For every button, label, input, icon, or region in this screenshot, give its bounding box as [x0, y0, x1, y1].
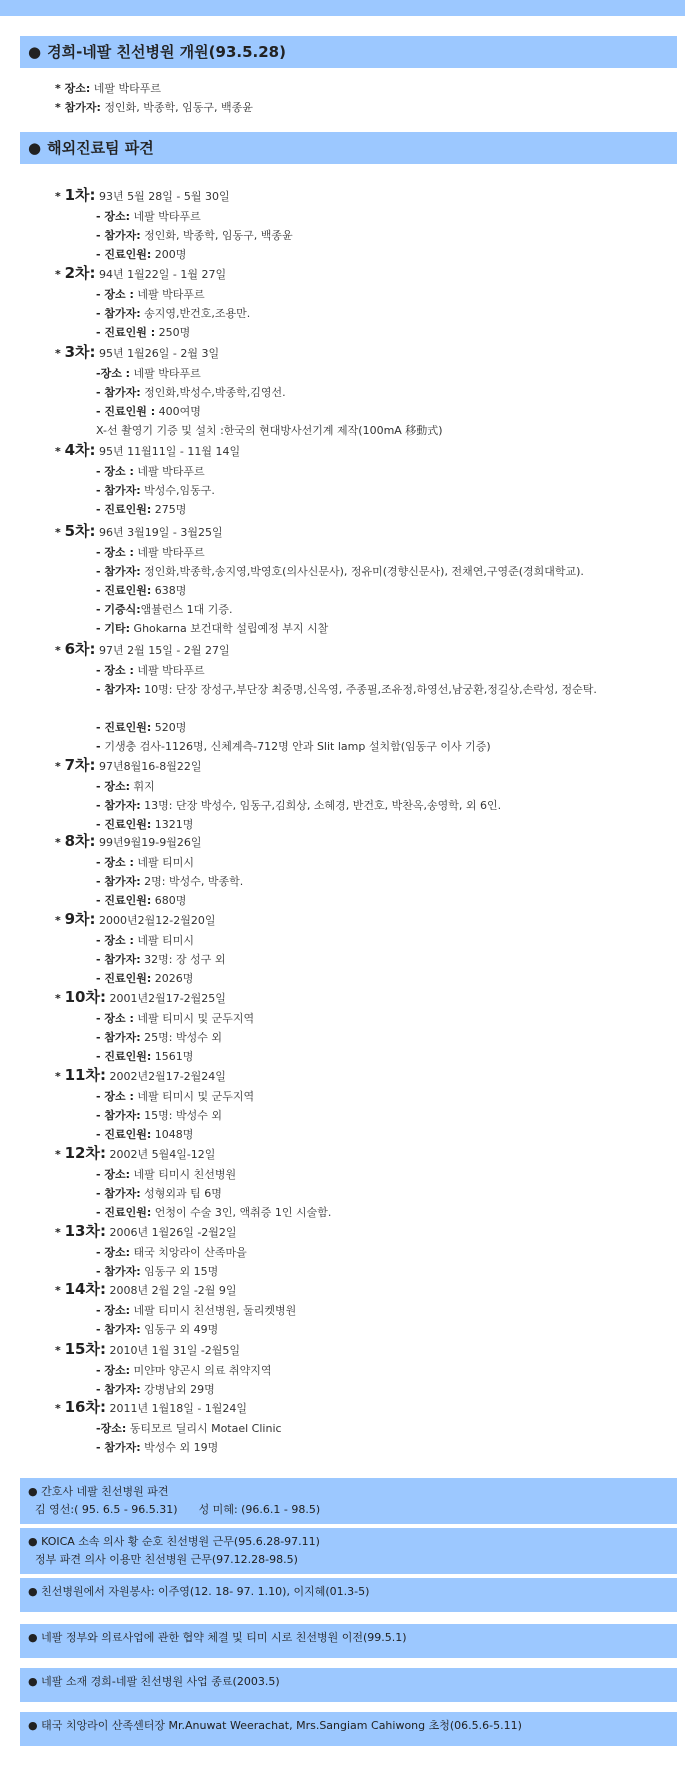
trip-detail	[96, 582, 186, 600]
trip-date: 2002년2월17-2월24일	[105, 1070, 226, 1083]
footer-note-line: ● 친선병원에서 자원봉사: 이주영(12. 18- 97. 1.10), 이지혜(01.3-5)	[28, 1585, 370, 1598]
trip-number: 3차:	[64, 343, 96, 361]
trip-bullet: *	[55, 190, 65, 203]
trip-detail-label: - 참가자:	[96, 1441, 141, 1454]
trip-detail-value: 미얀마 양곤시 의료 취약지역	[130, 1364, 272, 1377]
trip-bullet: *	[55, 1226, 65, 1239]
trip-detail	[96, 365, 201, 383]
trip-detail-value: 강병남외 29명	[140, 1383, 215, 1396]
footer-note-line: ● 태국 치앙라이 산족센터장 Mr.Anuwat Weerachat, Mrs.Sangiam Cahiwong 초청(06.5.6-5.11)	[28, 1719, 522, 1732]
trip-bullet: *	[55, 268, 65, 281]
trip-detail-value: Ghokarna 보건대학 설립예정 부지 시찰	[130, 622, 329, 635]
trip-detail-label: - 참가자:	[96, 1109, 141, 1122]
trip-detail	[96, 227, 293, 245]
trip-detail-label: - 진료인원:	[96, 721, 152, 734]
trip-number: 4차:	[64, 441, 96, 459]
trip-number: 13차:	[64, 1222, 106, 1240]
trip-detail-label: - 장소:	[96, 1246, 131, 1259]
trip-detail-value: 25명: 박성수 외	[140, 1031, 222, 1044]
trip-detail-value: 정인화, 박종학, 임동구, 백종윤	[140, 229, 293, 242]
trip-detail	[96, 892, 186, 910]
trip-detail-value: 정인화,박종학,송지영,박영호(의사신문사), 정유미(경향신문사), 전채연,구영준(경희대학교).	[140, 565, 584, 578]
trip-detail-value: 네팔 티미시 친선병원, 둘리켓병원	[130, 1304, 297, 1317]
trip-detail	[96, 1010, 254, 1028]
trip-number: 16차:	[64, 1398, 106, 1416]
trip-detail-label: - 진료인원:	[96, 1206, 152, 1219]
trip-detail-label: - 참가자:	[96, 953, 141, 966]
trip-number: 14차:	[64, 1280, 106, 1298]
trip-detail	[96, 1302, 296, 1320]
trip-detail	[96, 1126, 193, 1144]
trip-detail-label: - 장소 :	[96, 664, 134, 677]
trip-detail-value: 520명	[151, 721, 187, 734]
footer-note	[20, 1578, 677, 1612]
trip-detail	[96, 384, 286, 402]
trip-detail-label: - 장소 :	[96, 1090, 134, 1103]
footer-note-line: ● 간호사 네팔 친선병원 파견	[28, 1485, 169, 1498]
trip-bullet: *	[55, 347, 65, 360]
trip-detail-label: - 진료인원 :	[96, 405, 156, 418]
trip-detail	[96, 403, 201, 421]
trip-detail-value: 2026명	[151, 972, 194, 985]
trip-detail-label: - 참가자:	[96, 1265, 141, 1278]
trip-detail-value: 400여명	[155, 405, 201, 418]
trip-detail	[96, 738, 491, 756]
trip-detail-label: - 장소 :	[96, 288, 134, 301]
trip-detail	[96, 463, 205, 481]
trip-detail-label: -	[96, 740, 105, 753]
trip-date: 2008년 2월 2일 -2월 9일	[105, 1284, 237, 1297]
trip-date: 95년 11월11일 - 11월 14일	[95, 445, 241, 458]
trip-date: 2002년 5월4일-12일	[105, 1148, 216, 1161]
footer-note-line: ● 네팔 소재 경희-네팔 친선병원 사업 종료(2003.5)	[28, 1675, 280, 1688]
trip-number: 15차:	[64, 1340, 106, 1358]
trip-date: 97년8월16-8월22일	[95, 760, 202, 773]
footer-note	[20, 1528, 677, 1574]
trip-detail	[96, 1107, 222, 1125]
trip-detail-value: 1048명	[151, 1128, 194, 1141]
trip-detail-label: - 진료인원:	[96, 1128, 152, 1141]
trip-detail	[96, 305, 250, 323]
trip-detail	[96, 1381, 215, 1399]
footer-note-line: ● 네팔 정부와 의료사업에 관한 협약 체결 및 티미 시로 친선병원 이전(99.5.1)	[28, 1631, 407, 1644]
trip-heading	[55, 1066, 226, 1086]
trip-detail	[96, 1321, 218, 1339]
trip-detail-value: 네팔 박타푸르	[130, 210, 201, 223]
trip-detail	[96, 797, 501, 815]
trip-detail-label: - 장소 :	[96, 546, 134, 559]
trip-detail-label: - 참가자:	[96, 1187, 141, 1200]
footer-note-line: 정부 파견 의사 이용만 친선병원 근무(97.12.28-98.5)	[28, 1553, 298, 1566]
trip-detail-value: 15명: 박성수 외	[140, 1109, 222, 1122]
trip-detail-value: 250명	[155, 326, 191, 339]
trip-detail	[96, 1263, 218, 1281]
trip-detail-value: 임동구 외 15명	[140, 1265, 219, 1278]
trip-detail	[96, 563, 584, 581]
trip-detail	[96, 1048, 193, 1066]
trip-detail-value: 1561명	[151, 1050, 194, 1063]
trip-detail-label: - 장소:	[96, 780, 131, 793]
trip-bullet: *	[55, 760, 65, 773]
trip-detail	[96, 662, 205, 680]
bullet-icon: ●	[28, 139, 42, 157]
trip-detail-label: - 참가자:	[96, 683, 141, 696]
trip-detail	[96, 681, 597, 699]
trip-detail-value: 13명: 단장 박성수, 임동구,김희상, 소혜경, 반건호, 박찬옥,송영학, 외 6인.	[140, 799, 502, 812]
trip-date: 2006년 1월26일 -2월2일	[105, 1226, 237, 1239]
trip-date: 93년 5월 28일 - 5월 30일	[95, 190, 230, 203]
trip-bullet: *	[55, 1402, 65, 1415]
trip-bullet: *	[55, 1344, 65, 1357]
footer-note	[20, 1712, 677, 1746]
trip-bullet: *	[55, 1148, 65, 1161]
trip-detail	[96, 1204, 331, 1222]
trip-detail-label: - 참가자:	[96, 386, 141, 399]
trip-heading	[55, 186, 230, 206]
trip-number: 6차:	[64, 640, 96, 658]
trip-number: 8차:	[64, 832, 96, 850]
trip-heading	[55, 832, 202, 852]
trip-date: 95년 1월26일 - 2월 3일	[95, 347, 220, 360]
trip-detail-value: 200명	[151, 248, 187, 261]
trip-detail-label: - 참가자:	[96, 1323, 141, 1336]
trip-detail-label: - 진료인원:	[96, 818, 152, 831]
trip-detail-label: -장소:	[96, 1422, 127, 1435]
trip-detail	[96, 1244, 247, 1262]
trip-bullet: *	[55, 445, 65, 458]
trip-date: 2011년 1월18일 - 1월24일	[105, 1402, 248, 1415]
trip-detail	[96, 970, 193, 988]
trip-detail	[96, 778, 155, 796]
trip-detail-value: 네팔 박타푸르	[133, 465, 205, 478]
trip-detail-value: 성형외과 팀 6명	[140, 1187, 222, 1200]
trip-detail-label: - 참가자:	[96, 484, 141, 497]
trip-detail-value: 정인화,박성수,박종학,김영선.	[140, 386, 286, 399]
trip-detail-label: - 진료인원:	[96, 248, 152, 261]
trip-detail	[96, 1029, 222, 1047]
trip-detail-value: 네팔 박타푸르	[130, 367, 201, 380]
trip-detail	[96, 544, 205, 562]
trip-detail-value: 네팔 티미시 및 군두지역	[133, 1090, 255, 1103]
trip-detail-value: 네팔 티미시 및 군두지역	[133, 1012, 255, 1025]
trip-detail-value: 박성수,임동구.	[140, 484, 215, 497]
bullet-icon: ●	[28, 43, 42, 61]
trip-detail-value: 네팔 티미시	[133, 934, 195, 947]
section-header-dispatch: ● 해외진료팀 파견	[20, 132, 677, 164]
trip-detail	[96, 620, 328, 638]
trip-detail-label: - 참가자:	[96, 1031, 141, 1044]
trip-detail-value: 네팔 박타푸르	[133, 664, 205, 677]
trip-detail-label: - 장소:	[96, 210, 131, 223]
trip-detail-label: - 참가자:	[96, 565, 141, 578]
trip-detail-label: - 진료인원:	[96, 503, 152, 516]
trip-detail	[96, 951, 226, 969]
trip-detail	[96, 1420, 282, 1438]
trip-detail-value: 기생충 검사-1126명, 신체계측-712명 안과 Slit lamp 설치함(임동구 이사 기증)	[104, 740, 491, 753]
trip-detail-value: 680명	[151, 894, 187, 907]
trip-detail	[96, 246, 186, 264]
trip-detail-value: 638명	[151, 584, 187, 597]
trip-heading	[55, 640, 230, 660]
trip-detail-label: - 참가자:	[96, 875, 141, 888]
trip-detail	[96, 873, 243, 891]
trip-detail-label: - 장소 :	[96, 1012, 134, 1025]
trip-number: 10차:	[64, 988, 106, 1006]
trip-detail-label: -장소 :	[96, 367, 131, 380]
trip-heading	[55, 1280, 237, 1300]
trip-date: 99년9월19-9월26일	[95, 836, 202, 849]
trip-heading	[55, 910, 216, 930]
footer-note-line: 김 영선:( 95. 6.5 - 96.5.31) 성 미혜: (96.6.1 - 98.5)	[28, 1503, 321, 1516]
trip-detail	[96, 932, 194, 950]
trip-detail	[96, 1439, 218, 1457]
trip-detail	[96, 422, 443, 440]
trip-bullet: *	[55, 992, 65, 1005]
trip-detail-label: - 진료인원:	[96, 972, 152, 985]
trip-number: 7차:	[64, 756, 96, 774]
trip-bullet: *	[55, 836, 65, 849]
footer-note	[20, 1478, 677, 1524]
trip-detail-label: - 장소 :	[96, 465, 134, 478]
trip-date: 2001년2월17-2월25일	[105, 992, 226, 1005]
trip-detail	[96, 1362, 272, 1380]
trip-detail	[96, 324, 190, 342]
trip-heading	[55, 1144, 215, 1164]
trip-detail-value: 언청이 수술 3인, 액취증 1인 시술함.	[151, 1206, 332, 1219]
trip-detail-label: - 진료인원:	[96, 894, 152, 907]
trip-detail-value: 박성수 외 19명	[140, 1441, 219, 1454]
trip-detail-label: - 기타:	[96, 622, 131, 635]
trip-detail-label: - 장소 :	[96, 856, 134, 869]
trip-heading	[55, 343, 219, 363]
trip-detail-value: 32명: 장 성구 외	[140, 953, 226, 966]
opening-participants: * 참가자: 정인화, 박종학, 임동구, 백종윤	[55, 101, 253, 114]
trip-detail	[96, 719, 186, 737]
trip-detail-value: 네팔 박타푸르	[133, 288, 205, 301]
trip-detail	[96, 854, 194, 872]
trip-detail-value: 송지영,반건호,조용만.	[140, 307, 251, 320]
trip-detail-label: - 장소:	[96, 1304, 131, 1317]
trip-detail-value: 275명	[151, 503, 187, 516]
trip-detail-label: - 참가자:	[96, 307, 141, 320]
trip-detail-value: 휘지	[130, 780, 155, 793]
trip-bullet: *	[55, 914, 65, 927]
footer-note	[20, 1624, 677, 1658]
trip-number: 11차:	[64, 1066, 106, 1084]
trip-detail	[96, 1166, 236, 1184]
opening-place: * 장소: 네팔 박타푸르	[55, 82, 161, 95]
trip-detail-label: - 참가자:	[96, 799, 141, 812]
trip-detail	[96, 286, 205, 304]
trip-number: 9차:	[64, 910, 96, 928]
trip-detail-label: - 진료인원 :	[96, 326, 156, 339]
trip-detail-label: - 장소:	[96, 1168, 131, 1181]
trip-detail	[96, 1185, 222, 1203]
trip-heading	[55, 522, 223, 542]
trip-detail-value: 10명: 단장 장성구,부단장 최중명,신옥영, 주종필,조유정,하영선,남궁환,정길상,손락성, 정순탁.	[140, 683, 597, 696]
trip-detail-label: - 기증식:	[96, 603, 141, 616]
trip-detail-label: - 장소 :	[96, 934, 134, 947]
footer-note-line: ● KOICA 소속 의사 황 순호 친선병원 근무(95.6.28-97.11)	[28, 1535, 320, 1548]
trip-detail-value: 동티모르 딜리시 Motael Clinic	[126, 1422, 282, 1435]
trip-detail-value: 2명: 박성수, 박종학.	[140, 875, 244, 888]
trip-heading	[55, 1398, 247, 1418]
trip-detail-value: X-선 촬영기 기증 및 설치 :한국의 현대방사선기계 제작(100mA 移動式)	[96, 424, 443, 437]
trip-detail-label: - 참가자:	[96, 1383, 141, 1396]
trip-number: 2차:	[64, 264, 96, 282]
trip-number: 12차:	[64, 1144, 106, 1162]
trip-detail-value: 앰뷸런스 1대 기증.	[140, 603, 233, 616]
trip-date: 96년 3월19일 - 3월25일	[95, 526, 223, 539]
trip-detail-value: 1321명	[151, 818, 194, 831]
trip-detail	[96, 601, 233, 619]
trip-heading	[55, 441, 240, 461]
trip-heading	[55, 264, 226, 284]
trip-detail-value: 임동구 외 49명	[140, 1323, 219, 1336]
trip-detail-label: - 진료인원:	[96, 584, 152, 597]
trip-number: 1차:	[64, 186, 96, 204]
trip-detail	[96, 501, 186, 519]
top-strip	[0, 0, 695, 16]
trip-bullet: *	[55, 644, 65, 657]
trip-detail	[96, 1088, 254, 1106]
trip-number: 5차:	[64, 522, 96, 540]
trip-detail-value: 네팔 티미시	[133, 856, 195, 869]
trip-detail	[96, 208, 201, 226]
trip-date: 94년 1월22일 - 1월 27일	[95, 268, 227, 281]
trip-detail-value: 네팔 티미시 친선병원	[130, 1168, 237, 1181]
trip-heading	[55, 1222, 237, 1242]
trip-detail	[96, 482, 215, 500]
section-header-opening: ● 경희-네팔 친선병원 개원(93.5.28)	[20, 36, 677, 68]
footer-note	[20, 1668, 677, 1702]
trip-heading	[55, 1340, 240, 1360]
trip-heading	[55, 756, 202, 776]
trip-detail-value: 네팔 박타푸르	[133, 546, 205, 559]
trip-detail-label: - 진료인원:	[96, 1050, 152, 1063]
trip-detail-label: - 참가자:	[96, 229, 141, 242]
trip-bullet: *	[55, 1070, 65, 1083]
trip-detail-value: 태국 치앙라이 산족마을	[130, 1246, 247, 1259]
trip-heading	[55, 988, 226, 1008]
trip-bullet: *	[55, 526, 65, 539]
trip-date: 2010년 1월 31일 -2월5일	[105, 1344, 241, 1357]
trip-date: 2000년2월12-2월20일	[95, 914, 216, 927]
trip-bullet: *	[55, 1284, 65, 1297]
trip-detail-label: - 장소:	[96, 1364, 131, 1377]
trip-date: 97년 2월 15일 - 2월 27일	[95, 644, 230, 657]
